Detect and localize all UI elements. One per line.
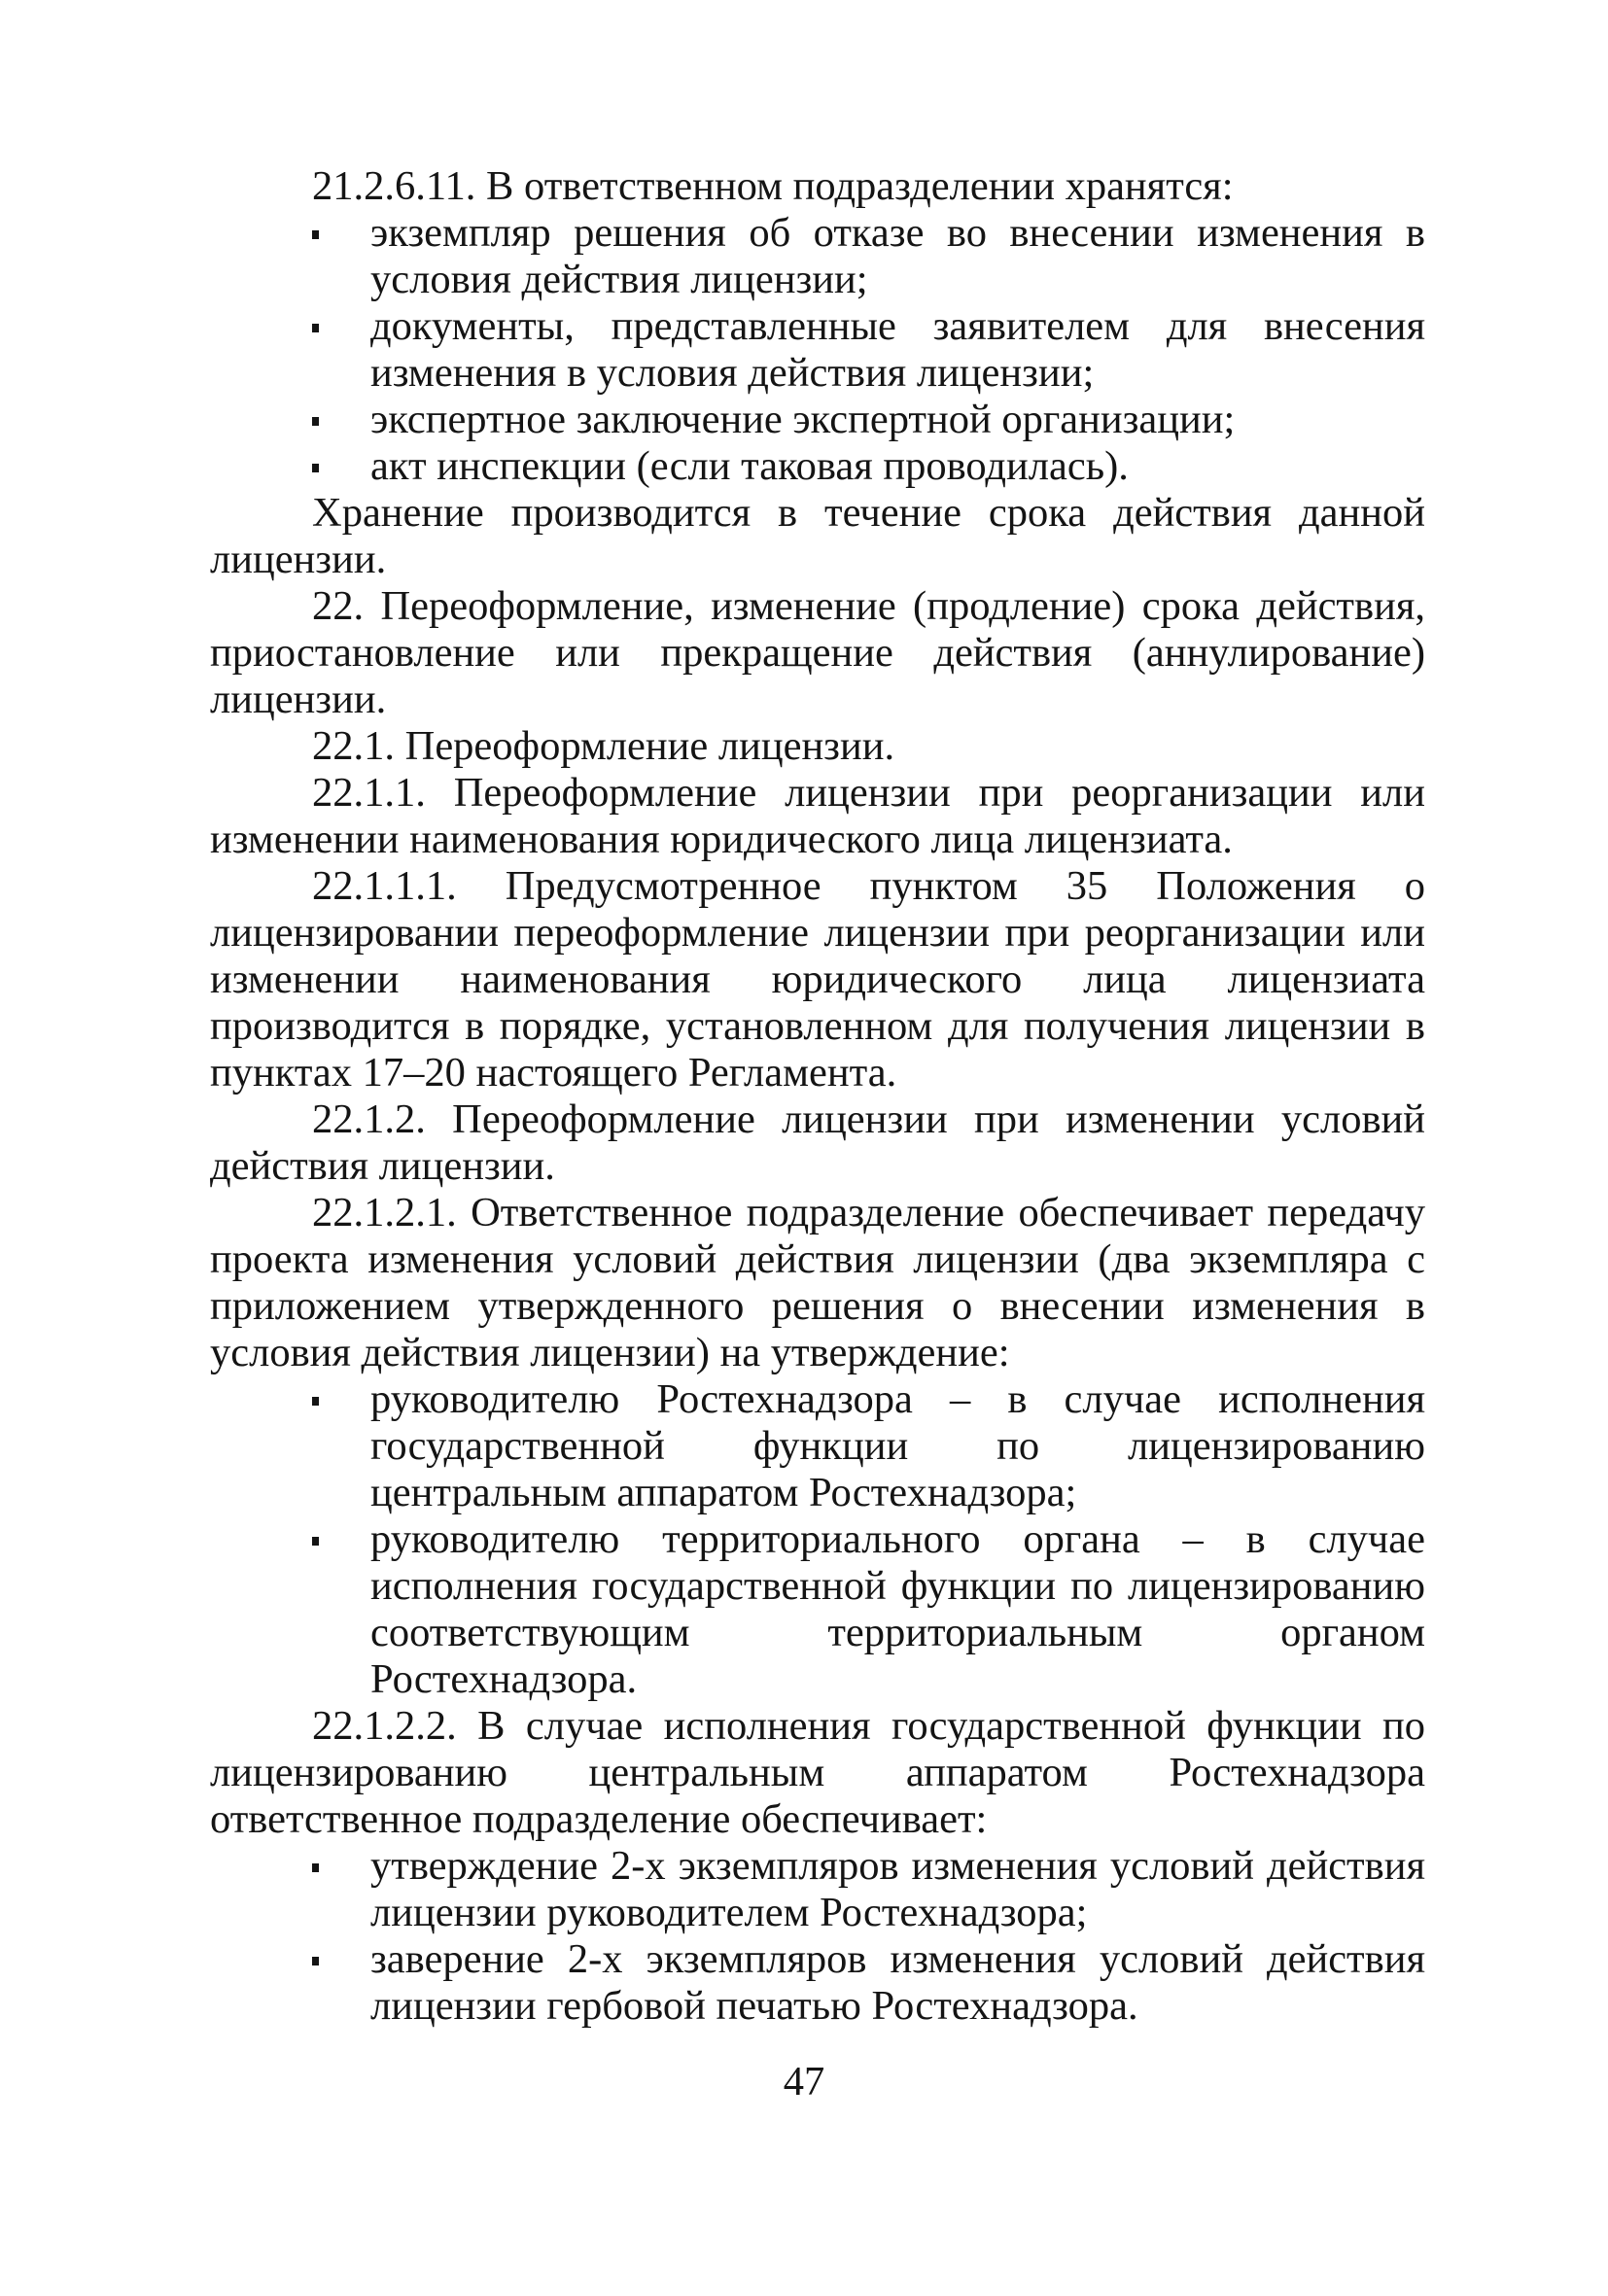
storage-documents-list <box>210 210 1425 490</box>
list-item: экспертное заключение экспертной организации; <box>370 397 1425 443</box>
list-item: документы, представленные заявителем для внесения изменения в условия действия лицензии; <box>370 303 1425 396</box>
list-item: заверение 2-х экземпляров изменения условий действия лицензии гербовой печатью Ростехнадзора. <box>370 1936 1425 2029</box>
section-22-1-1-heading: 22.1.1. Переоформление лицензии при реорганизации или изменении наименования юридического лица лицензиата. <box>210 770 1425 862</box>
section-22-1-heading: 22.1. Переоформление лицензии. <box>312 723 895 769</box>
section-22-1-2-heading: 22.1.2. Переоформление лицензии при изменении условий действия лицензии. <box>210 1096 1425 1189</box>
page-number: 47 <box>783 2059 825 2105</box>
list-item: экземпляр решения об отказе во внесении изменения в условия действия лицензии; <box>370 210 1425 302</box>
storage-note: Хранение производится в течение срока действия данной лицензии. <box>210 490 1425 582</box>
list-item: утверждение 2-х экземпляров изменения условий действия лицензии руководителем Ростехнадзора; <box>370 1843 1425 1935</box>
section-22-1-2-1-text: 22.1.2.1. Ответственное подразделение обеспечивает передачу проекта изменения условий действия лицензии (два экземпляра с приложением утвержденного решения о внесении изменения в условия действия лицензии) на утверждение: <box>210 1190 1425 1375</box>
approval-recipients-list <box>210 1376 1425 1703</box>
central-office-tasks-list <box>210 1843 1425 2030</box>
list-item: руководителю Ростехнадзора – в случае исполнения государственной функции по лицензированию центральным аппаратом Ростехнадзора; <box>370 1376 1425 1515</box>
page-body <box>210 163 1425 2030</box>
section-22-1-1-1-text: 22.1.1.1. Предусмотренное пунктом 35 Положения о лицензировании переоформление лицензии при реорганизации или изменении наименования юридического лица лицензиата производится в порядке, установленном для получения лицензии в пунктах 17–20 настоящего Регламента. <box>210 863 1425 1096</box>
list-item: акт инспекции (если таковая проводилась). <box>370 443 1425 490</box>
section-21-2-6-11-intro: 21.2.6.11. В ответственном подразделении хранятся: <box>312 163 1234 209</box>
section-22-1-2-2-text: 22.1.2.2. В случае исполнения государственной функции по лицензированию центральным аппаратом Ростехнадзора ответственное подразделение обеспечивает: <box>210 1703 1425 1842</box>
section-22-heading: 22. Переоформление, изменение (продление) срока действия, приостановление или прекращение действия (аннулирование) лицензии. <box>210 583 1425 722</box>
list-item: руководителю территориального органа – в случае исполнения государственной функции по лицензированию соответствующим территориальным органом Ростехнадзора. <box>370 1516 1425 1702</box>
